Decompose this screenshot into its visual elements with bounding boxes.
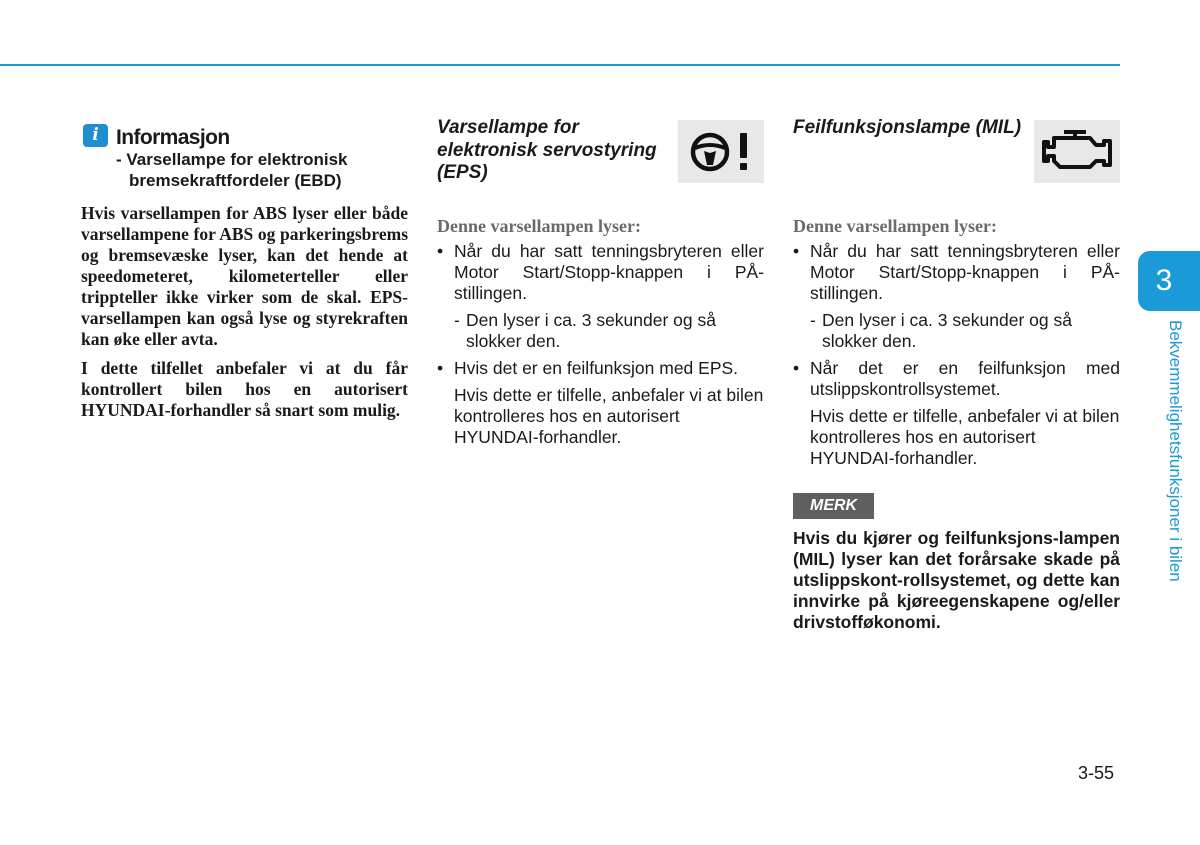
dash-mark: - (454, 310, 460, 330)
eps-recommendation: Hvis dette er tilfelle, anbefaler vi at bilen kontrolleres hos en autorisert HYUNDAI-forhandler. (454, 385, 764, 447)
info-paragraph-2: I dette tilfellet anbefaler vi at du får kontrollert bilen hos en autorisert HYUNDAI-forhandler så snart som mulig. (81, 358, 408, 420)
eps-bullet-1 (437, 241, 764, 304)
info-subtitle-line2: bremsekraftfordeler (EBD) (129, 171, 342, 190)
eps-title: Varsellampe for elektronisk servostyring (EPS) (437, 117, 657, 183)
eps-bullet-1-text: Når du har satt tenningsbryteren eller Motor Start/Stopp-knappen i PÅ-stillingen. (454, 241, 764, 303)
mil-bullet-2-text: Når det er en feilfunksjon med utslippskontrollsystemet. (810, 358, 1120, 399)
mil-section (793, 117, 1120, 633)
info-subtitle (81, 149, 408, 191)
info-paragraph-1: Hvis varsellampen for ABS lyser eller både varsellampene for ABS og parkeringsbrems og bremsevæske lyser, kan det hende at speedometeret, kilometerteller eller trippteller ikke virker som de skal. EPS-varsellampen kan også lyse og styrekraften kan øke eller avta. (81, 203, 408, 349)
mil-recommendation: Hvis dette er tilfelle, anbefaler vi at bilen kontrolleres hos en autorisert HYUNDAI-forhandler. (810, 406, 1120, 468)
chapter-tab: 3 (1138, 251, 1200, 311)
mil-bullet-2 (793, 358, 1120, 400)
info-header (81, 122, 408, 152)
eps-bullet-2 (437, 358, 764, 379)
info-icon: i (83, 124, 108, 147)
bullet-dot: • (793, 358, 800, 378)
mil-lyser-heading: Denne varsellampen lyser: (793, 216, 997, 236)
mil-title: Feilfunksjonslampe (MIL) (793, 117, 1022, 138)
eps-bullet-2-text: Hvis det er en feilfunksjon med EPS. (454, 358, 739, 378)
bullet-dot: • (437, 358, 444, 378)
dash-mark: - (810, 310, 816, 330)
page-number: 3-55 (1078, 763, 1115, 783)
info-subtitle-line1: - Varsellampe for elektronisk (116, 150, 348, 169)
merk-text: Hvis du kjører og feilfunksjons-lampen (MIL) lyser kan det forårsake skade på utslippskont-rollsystemet, og dette kan innvirke på kjøreegenskapene og/eller drivstofføkonomi. (793, 528, 1120, 632)
mil-sub-1 (810, 310, 1120, 352)
info-column (81, 122, 408, 421)
mil-bullet-1 (793, 241, 1120, 304)
eps-lyser-heading: Denne varsellampen lyser: (437, 216, 641, 236)
merk-label: MERK (793, 493, 874, 519)
eps-sub-1 (454, 310, 764, 352)
top-rule (0, 64, 1120, 66)
bullet-dot: • (793, 241, 800, 261)
eps-header (437, 117, 764, 215)
steering-wheel-warning-icon (678, 120, 764, 183)
eps-section (437, 117, 764, 454)
mil-sub-1-text: Den lyser i ca. 3 sekunder og så slokker den. (822, 310, 1072, 351)
chapter-title: Bekvemmelighetsfunksjoner i bilen (1166, 320, 1185, 582)
eps-sub-1-text: Den lyser i ca. 3 sekunder og så slokker den. (466, 310, 716, 351)
mil-bullet-1-text: Når du har satt tenningsbryteren eller Motor Start/Stopp-knappen i PÅ-stillingen. (810, 241, 1120, 303)
check-engine-icon (1034, 120, 1120, 183)
bullet-dot: • (437, 241, 444, 261)
mil-header (793, 117, 1120, 215)
info-title: Informasjon (116, 126, 230, 149)
